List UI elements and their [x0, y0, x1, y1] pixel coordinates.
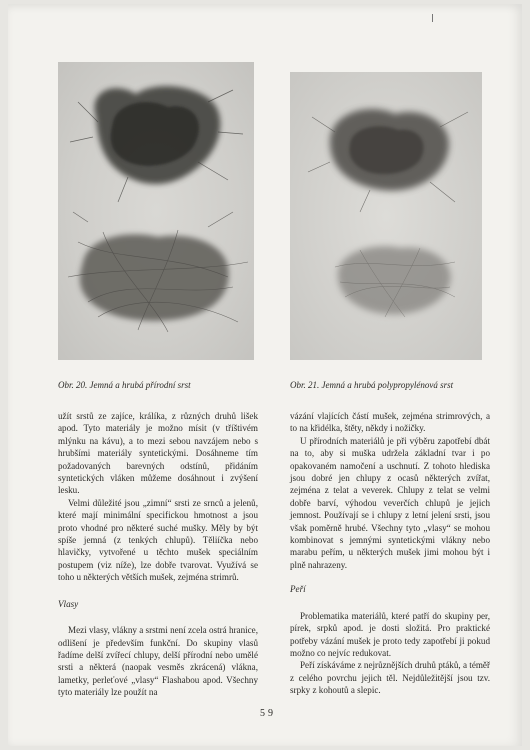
natural-fur-image — [58, 62, 254, 360]
page-number: 59 — [260, 708, 276, 719]
figure-20-photo — [58, 62, 254, 360]
page-mark — [432, 14, 433, 22]
polypropylene-fur-image — [290, 72, 482, 360]
figure-20-caption: Obr. 20. Jemná a hrubá přírodní srst — [58, 380, 191, 390]
section-heading-vlasy: Vlasy — [58, 598, 79, 609]
figure-21-photo — [290, 72, 482, 360]
book-page — [8, 4, 522, 746]
paragraph: U přírodních materiálů je při výběru zapotřebí dbát na to, aby si muška udržela základní tvar i po opakovaném namočení a uschnutí. Z tohoto hlediska jsou dobré jen chlupy z ocasů některých zvířat, zejména z telat a veverek. Chlupy z telat se velmi dobře barví, výhodou veverčích chlupů je jejich jemnost. Používají se i chlupy z letní jelení srsti, jsou však poměrně hrubé. Všechny tyto „vlasy“ se mohou kombinovat s jemnými syntetickými vlákny nebo marabu peřím, u některých mušek jimi mohou být i plně nahrazeny. — [290, 435, 490, 570]
paragraph: Peří získáváme z nejrůznějších druhů ptáků, a téměř z celého povrchu jejich těl. Nejdůležitější jsou tzv. srpky z kohoutů a slepic. — [290, 660, 490, 696]
paragraph: Velmi důležité jsou „zimní“ srsti ze srnců a jelenů, které mají minimální specifickou hmotnost a jsou proto vhodné pro některé suché mušky. Měly by být spíše jemná (z tenkých chlupů). Těliíčka nebo hlavičky, vytvořené u těchto mušek speciálním postupem (viz níže), lze dobře tvarovat. Využívá se toho u některých větších mušek, zejména strimrů. — [58, 497, 258, 583]
section-heading-peri: Peří — [290, 584, 306, 595]
figure-21-caption: Obr. 21. Jemná a hrubá polypropylénová srst — [290, 380, 454, 390]
left-text-column — [58, 410, 258, 699]
right-text-column — [290, 410, 490, 697]
paragraph: Problematika materiálů, které patří do skupiny per, pírek, srpků apod. je dosti složitá. Pro praktické potřeby vázání mušek je proto tedy zapotřebí ji pokud možno co nejvíc redukovat. — [290, 610, 490, 658]
paragraph: Mezi vlasy, vlákny a srstmi není zcela ostrá hranice, odlišení je především funkční. Do skupiny vlasů řadíme delší zvířecí chlupy, delší přírodní nebo umělé srsti a některá (naopak vesměs zkrácená) vlákna, lametky, perleťové „vlasy“ Flashabou apod. Všechny tyto materiály lze použít na — [58, 625, 258, 698]
paragraph: vázání vlajících částí mušek, zejména strimrových, a to na křidélka, štěty, někdy i nožičky. — [290, 411, 490, 434]
paragraph: užít srstů ze zajíce, králíka, z různých druhů lišek apod. Tyto materiály je možno mísit (v tříštivém mlýnku na kávu), a to mezi sebou navzájem nebo s hrubšími materiály syntetickými. Dosáhneme tím požadovaných barevných odstínů, přidáním syntetických vláken můžeme dosáhnout i zvýšení lesku. — [58, 411, 258, 496]
